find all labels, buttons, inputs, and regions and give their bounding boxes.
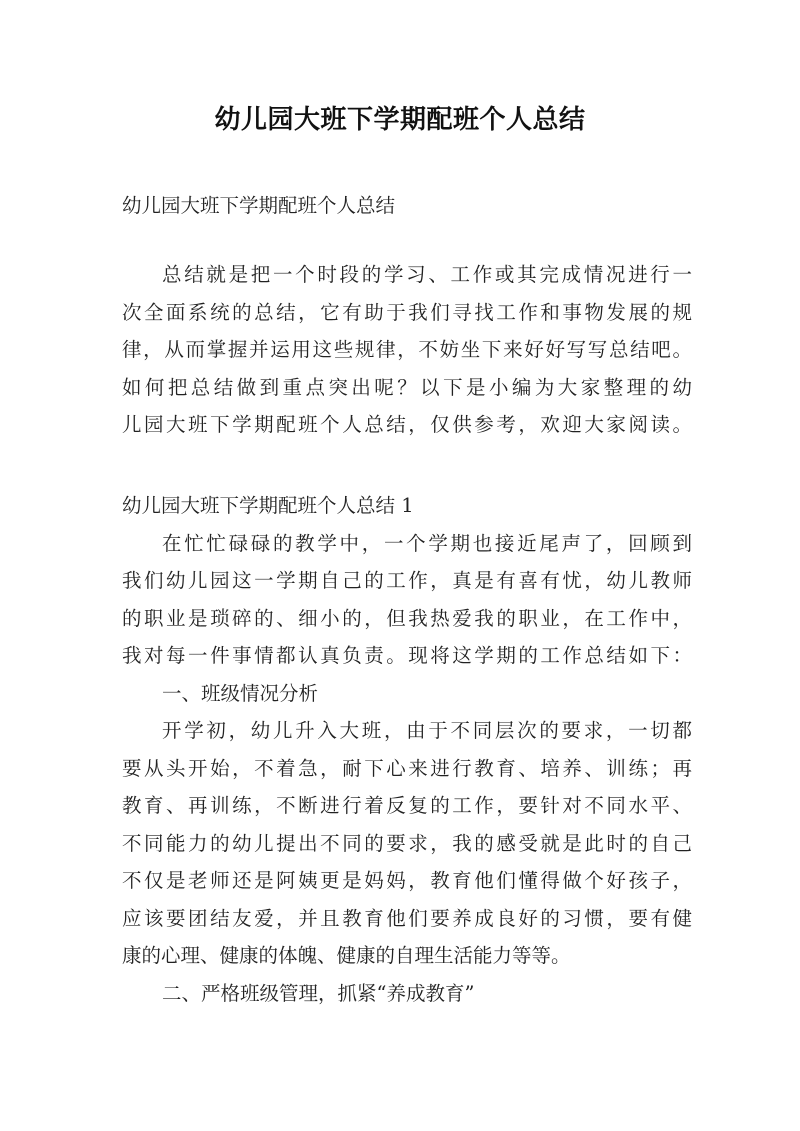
intro-line: 儿园大班下学期配班个人总结，仅供参考，欢迎大家阅读。 bbox=[122, 413, 692, 436]
paragraph-line: 应该要团结友爱，并且教育他们要养成良好的习惯，要有健 bbox=[122, 906, 692, 930]
paragraph-line: 我对每一件事情都认真负责。现将这学期的工作总结如下： bbox=[122, 644, 692, 667]
paragraph-line: 在忙忙碌碌的教学中，一个学期也接近尾声了，回顾到 bbox=[162, 531, 692, 555]
subheading-one: 一、班级情况分析 bbox=[162, 681, 319, 705]
section-heading: 幼儿园大班下学期配班个人总结 1 bbox=[122, 494, 414, 517]
paragraph-line: 不仅是老师还是阿姨更是妈妈，教育他们懂得做个好孩子， bbox=[122, 869, 692, 892]
paragraph-line: 不同能力的幼儿提出不同的要求，我的感受就是此时的自己 bbox=[122, 831, 692, 855]
subtitle-text: 幼儿园大班下学期配班个人总结 bbox=[122, 194, 396, 217]
intro-line: 如何把总结做到重点突出呢？以下是小编为大家整理的幼 bbox=[122, 375, 692, 399]
paragraph-line: 康的心理、健康的体魄、健康的自理生活能力等等。 bbox=[122, 944, 571, 967]
intro-line: 总结就是把一个时段的学习、工作或其完成情况进行一 bbox=[162, 263, 692, 286]
section-one bbox=[122, 487, 692, 1012]
document-subtitle bbox=[122, 187, 692, 225]
paragraph-line: 开学初，幼儿升入大班，由于不同层次的要求，一切都 bbox=[162, 719, 692, 742]
intro-line: 律，从而掌握并运用这些规律，不妨坐下来好好写写总结吧。 bbox=[122, 338, 692, 361]
intro-paragraph bbox=[122, 256, 692, 444]
subheading-two: 二、严格班级管理，抓紧“养成教育” bbox=[162, 981, 475, 1005]
document-title: 幼儿园大班下学期配班个人总结 bbox=[214, 105, 586, 135]
intro-line: 次全面系统的总结，它有助于我们寻找工作和事物发展的规 bbox=[122, 300, 692, 324]
paragraph-line: 教育、再训练，不断进行着反复的工作，要针对不同水平、 bbox=[122, 794, 692, 817]
paragraph-line: 我们幼儿园这一学期自己的工作，真是有喜有忧，幼儿教师 bbox=[122, 569, 692, 592]
paragraph-line: 要从头开始，不着急，耐下心来进行教育、培养、训练；再 bbox=[122, 756, 692, 780]
paragraph-line: 的职业是琐碎的、细小的，但我热爱我的职业，在工作中， bbox=[122, 606, 692, 630]
